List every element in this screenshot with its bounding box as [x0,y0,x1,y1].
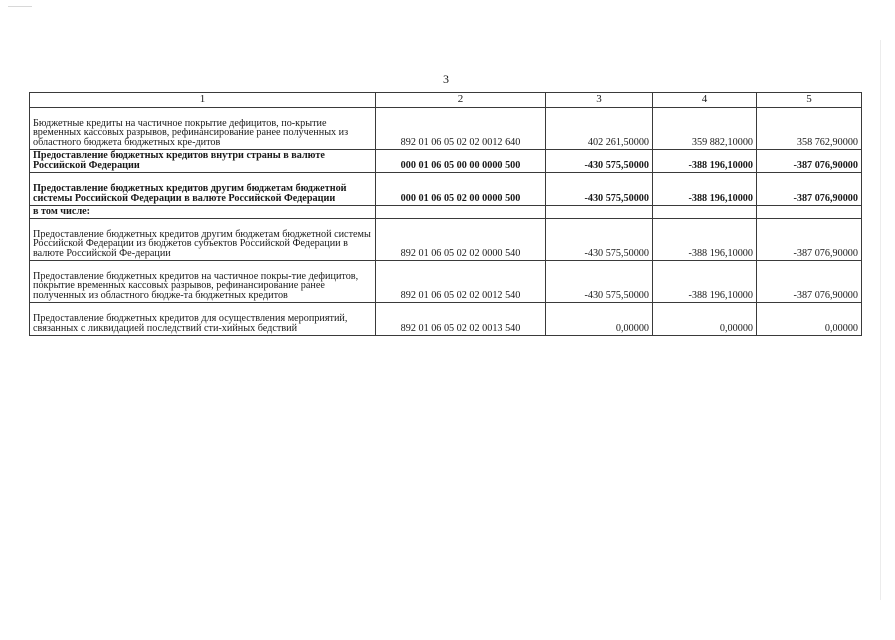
table-row [30,303,862,336]
row-value-col4: 359 882,10000 [653,108,757,150]
row-value-col3 [546,206,653,219]
row-code: 892 01 06 05 02 02 0012 540 [376,261,546,303]
header-col-4: 4 [653,93,757,108]
row-value-col4: -388 196,10000 [653,150,757,173]
scan-edge-line [880,40,881,600]
row-code: 892 01 06 05 02 02 0012 640 [376,108,546,150]
page-number: 3 [443,72,449,86]
header-col-2: 2 [376,93,546,108]
row-value-col3: 0,00000 [546,303,653,336]
row-value-col4: 0,00000 [653,303,757,336]
table-row [30,173,862,206]
header-col-1: 1 [30,93,376,108]
row-code: 892 01 06 05 02 02 0000 540 [376,219,546,261]
row-value-col3: -430 575,50000 [546,219,653,261]
row-value-col3: -430 575,50000 [546,173,653,206]
row-name: Предоставление бюджетных кредитов внутри страны в валюте Российской Федерации [30,150,376,173]
row-name: в том числе: [30,206,376,219]
row-code: 000 01 06 05 00 00 0000 500 [376,150,546,173]
row-value-col4: -388 196,10000 [653,219,757,261]
row-code: 000 01 06 05 02 00 0000 500 [376,173,546,206]
row-name: Предоставление бюджетных кредитов для осуществления мероприятий, связанных с ликвидацией последствий сти-хийных бедствий [30,303,376,336]
row-value-col3: -430 575,50000 [546,261,653,303]
row-value-col5: -387 076,90000 [757,173,862,206]
row-value-col5: -387 076,90000 [757,219,862,261]
table-row [30,150,862,173]
row-value-col4: -388 196,10000 [653,261,757,303]
row-value-col4: -388 196,10000 [653,173,757,206]
table-row [30,261,862,303]
table-row [30,108,862,150]
row-value-col4 [653,206,757,219]
row-name: Бюджетные кредиты на частичное покрытие дефицитов, по-крытие временных кассовых разрывов, рефинансирование ранее полученных из областного бюджета бюджетных кре-дитов [30,108,376,150]
row-name: Предоставление бюджетных кредитов другим бюджетам бюджетной системы Российской Федерации из бюджетов субъектов Российской Федерации в валюте Российской Фе-дерации [30,219,376,261]
row-value-col5 [757,206,862,219]
row-name: Предоставление бюджетных кредитов другим бюджетам бюджетной системы Российской Федерации в валюте Российской Федерации [30,173,376,206]
budget-credits-table [29,92,862,336]
table-header-row [30,93,862,108]
row-code [376,206,546,219]
header-col-3: 3 [546,93,653,108]
scan-artifact-mark [8,6,32,7]
row-value-col5: -387 076,90000 [757,261,862,303]
row-value-col5: -387 076,90000 [757,150,862,173]
table-row [30,206,862,219]
row-code: 892 01 06 05 02 02 0013 540 [376,303,546,336]
row-value-col3: -430 575,50000 [546,150,653,173]
row-value-col5: 358 762,90000 [757,108,862,150]
header-col-5: 5 [757,93,862,108]
row-value-col5: 0,00000 [757,303,862,336]
table-row [30,219,862,261]
row-value-col3: 402 261,50000 [546,108,653,150]
row-name: Предоставление бюджетных кредитов на частичное покры-тие дефицитов, покрытие временных кассовых разрывов, рефинансирование ранее полученных из областного бюдже-та бюджетных кредитов [30,261,376,303]
